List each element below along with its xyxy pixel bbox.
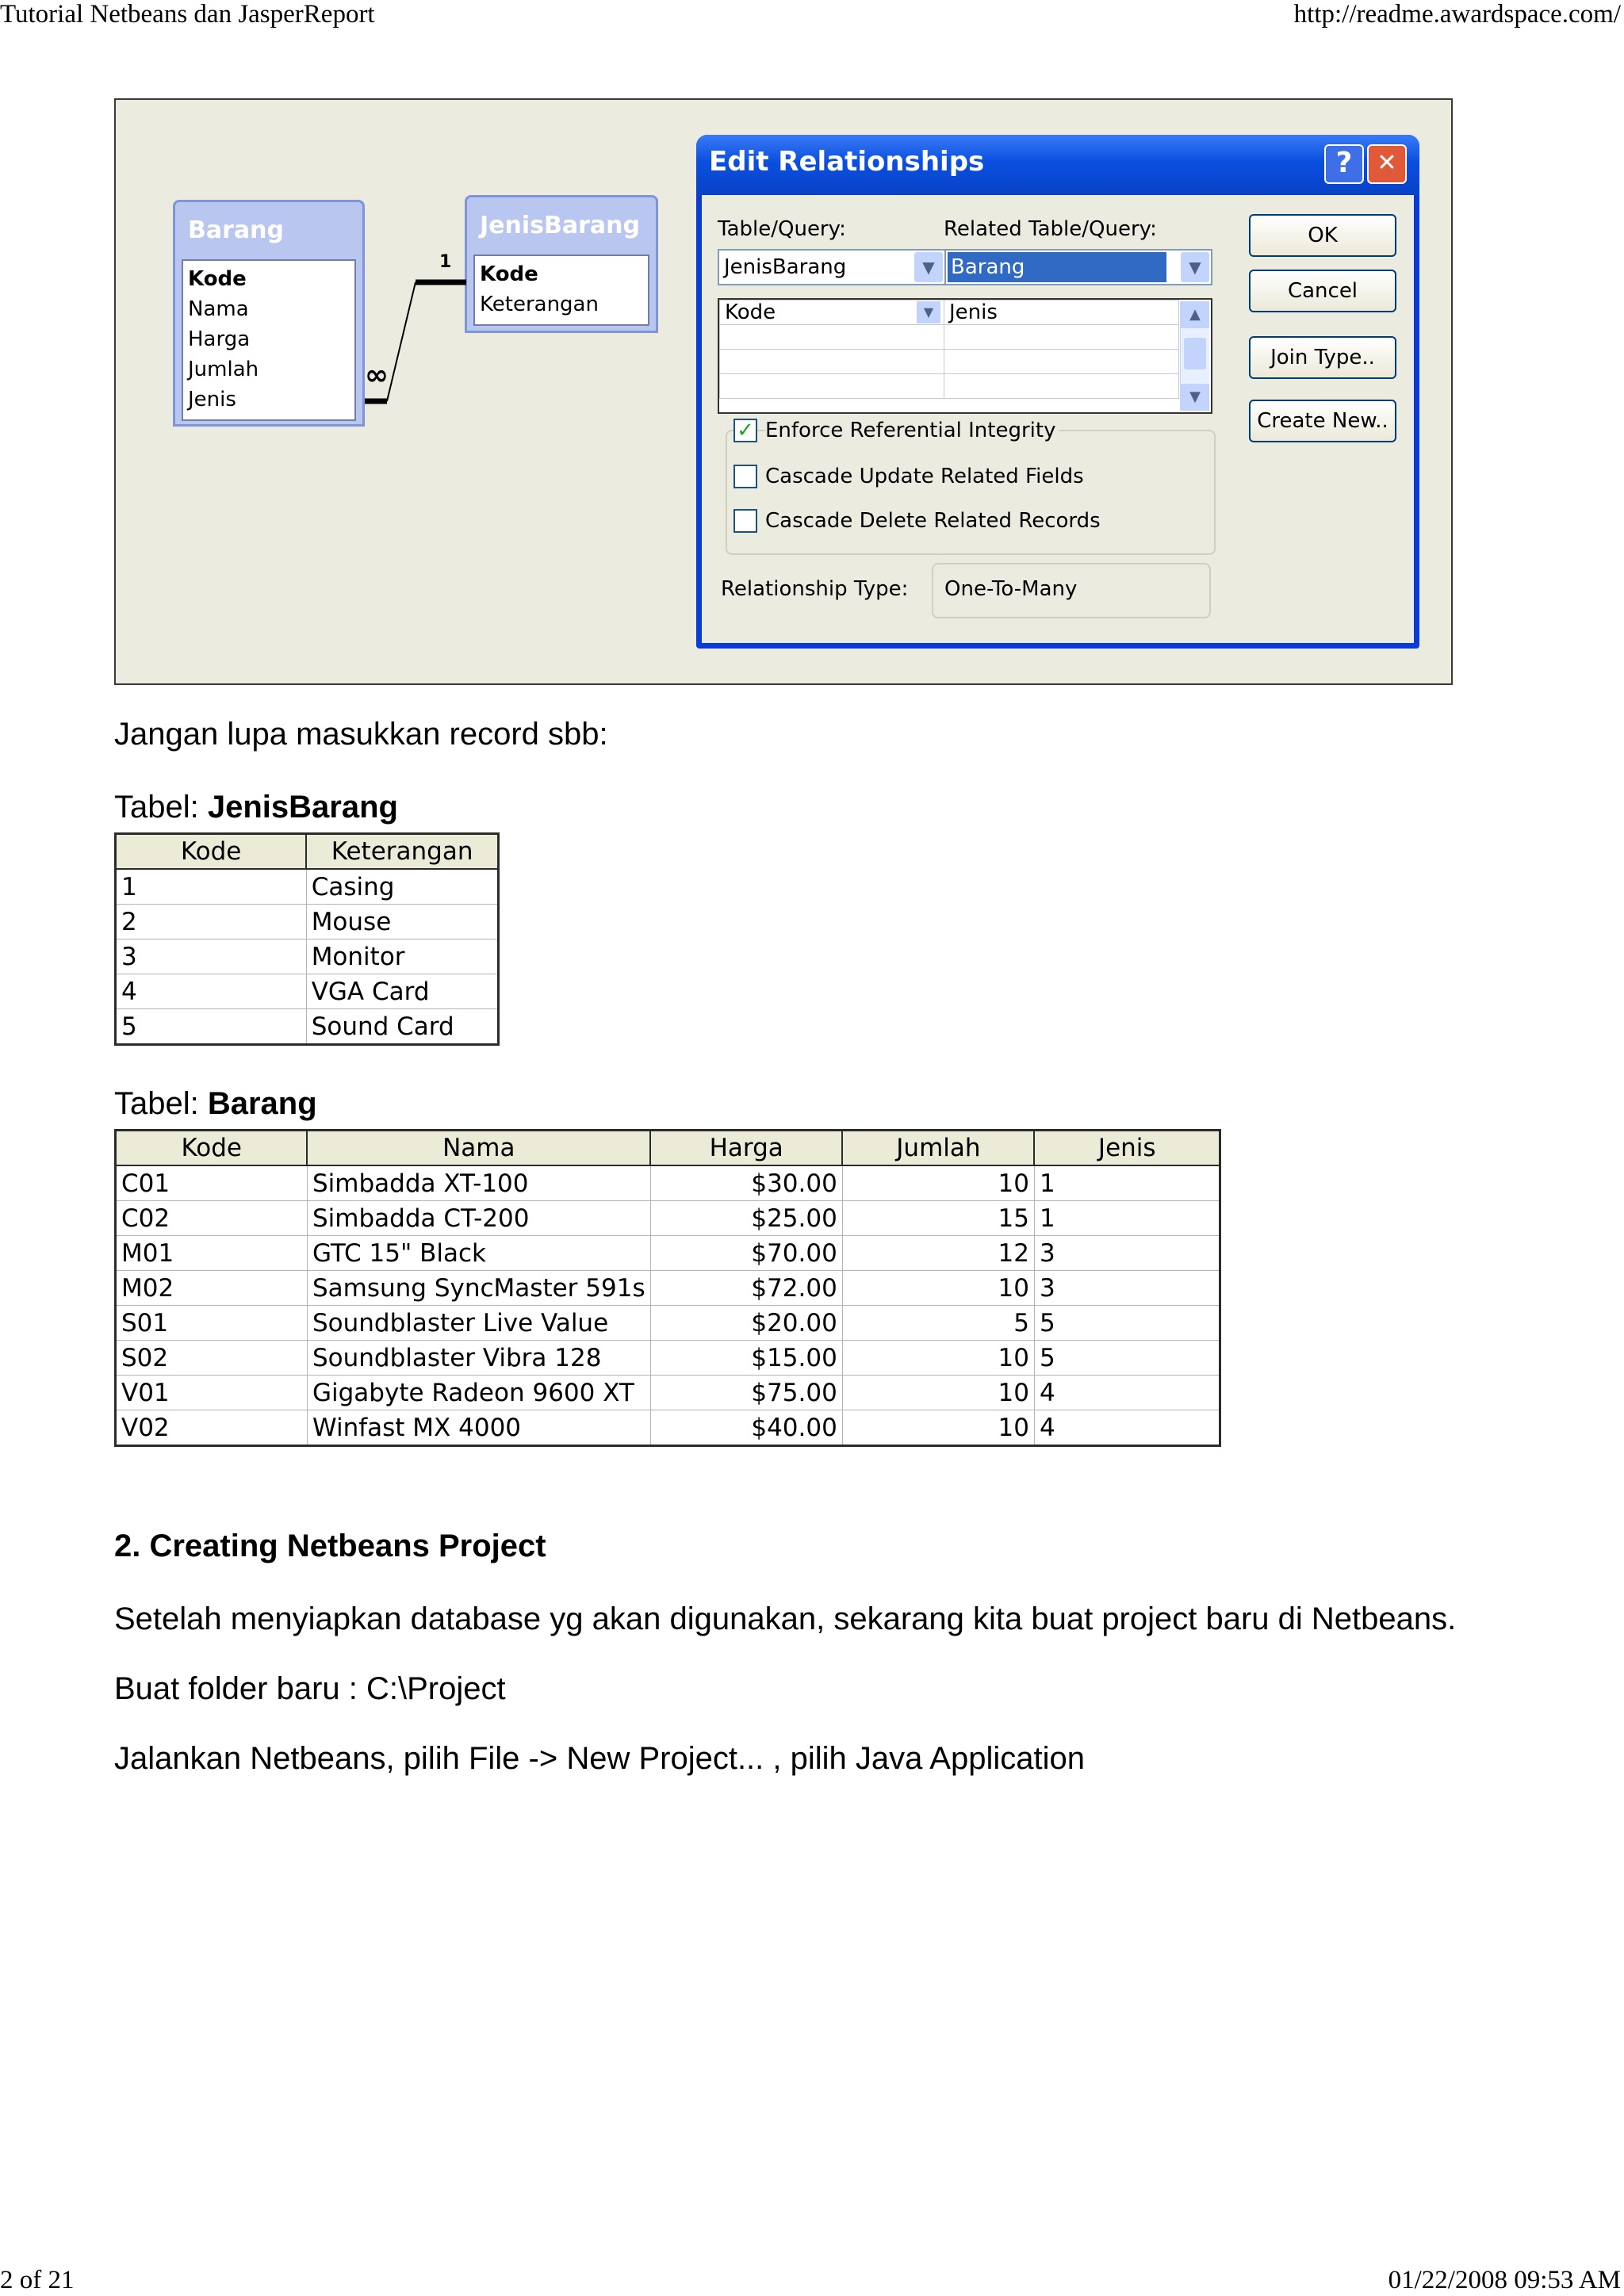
table-cell: 5: [842, 1306, 1034, 1341]
table-cell: 10: [842, 1165, 1034, 1201]
related-table-query-value: Barang: [948, 252, 1166, 282]
related-table-query-label: Related Table/Query:: [944, 217, 1157, 241]
field-item[interactable]: Harga: [188, 327, 251, 351]
table-row: [116, 1201, 1220, 1236]
caption-table-name: JenisBarang: [207, 790, 398, 825]
field-item[interactable]: Kode: [480, 262, 538, 286]
table-row: [116, 1341, 1220, 1376]
table-cell: 1: [116, 869, 307, 905]
page-number: 2 of 21: [0, 2266, 75, 2294]
scrollbar[interactable]: [1180, 301, 1209, 411]
table-row: [116, 939, 499, 974]
table-window-title: Barang: [188, 216, 284, 244]
table-cell: C01: [116, 1165, 308, 1201]
column-header: Keterangan: [306, 834, 498, 870]
cascade-update-checkbox[interactable]: [733, 465, 757, 488]
table-cell: 2: [116, 905, 307, 939]
table-cell: Soundblaster Vibra 128: [307, 1341, 650, 1376]
table-cell: Samsung SyncMaster 591s: [307, 1271, 650, 1306]
table-cell: 10: [842, 1271, 1034, 1306]
table-row: [116, 1236, 1220, 1271]
table-row: [116, 1009, 499, 1045]
table-caption-jenisbarang: [114, 790, 398, 825]
field-list: [182, 259, 356, 421]
table-cell: S01: [116, 1306, 308, 1341]
caption-prefix: Tabel:: [114, 1086, 208, 1121]
table-cell: $70.00: [650, 1236, 842, 1271]
caption-prefix: Tabel:: [114, 790, 208, 825]
table-window-barang[interactable]: [173, 200, 365, 427]
cascade-delete-label: Cascade Delete Related Records: [765, 509, 1101, 533]
table-cell: Soundblaster Live Value: [307, 1306, 650, 1341]
table-cell: $25.00: [650, 1201, 842, 1236]
table-cell: $15.00: [650, 1341, 842, 1376]
integrity-group: [726, 430, 1216, 555]
intro-paragraph: Jangan lupa masukkan record sbb:: [114, 717, 608, 752]
table-cell: Sound Card: [306, 1009, 498, 1045]
table-row: [116, 1271, 1220, 1306]
table-cell: Mouse: [306, 905, 498, 939]
table-cell: V01: [116, 1376, 308, 1410]
table-row: [116, 905, 499, 939]
table-cell: 15: [842, 1201, 1034, 1236]
table-row: [116, 1165, 1220, 1201]
table-cell: Casing: [306, 869, 498, 905]
grid-cell[interactable]: [720, 374, 944, 399]
field-mapping-right[interactable]: Jenis: [944, 300, 1179, 325]
table-cell: C02: [116, 1201, 308, 1236]
barang-table: [114, 1129, 1221, 1447]
column-header: Kode: [116, 1131, 308, 1166]
table-cell: V02: [116, 1410, 308, 1446]
paragraph-3: Jalankan Netbeans, pilih File -> New Project... , pilih Java Application: [114, 1741, 1085, 1776]
table-cell: $20.00: [650, 1306, 842, 1341]
dialog-title: Edit Relationships: [709, 146, 985, 178]
table-cell: S02: [116, 1341, 308, 1376]
page-header-url: http://readme.awardspace.com/: [1293, 0, 1621, 29]
cancel-button[interactable]: Cancel: [1249, 270, 1396, 312]
table-cell: 4: [1034, 1376, 1220, 1410]
relationship-type-label: Relationship Type:: [721, 577, 909, 601]
table-cell: GTC 15" Black: [307, 1236, 650, 1271]
field-item[interactable]: Nama: [188, 297, 249, 321]
table-caption-barang: [114, 1086, 317, 1122]
table-row: [116, 974, 499, 1009]
chevron-down-icon[interactable]: ▼: [917, 301, 940, 323]
table-cell: Winfast MX 4000: [307, 1410, 650, 1446]
table-cell: M01: [116, 1236, 308, 1271]
table-cell: 1: [1034, 1201, 1220, 1236]
table-query-label: Table/Query:: [718, 217, 846, 241]
jenisbarang-table: [114, 832, 500, 1046]
scrollbar-thumb[interactable]: [1184, 338, 1206, 369]
table-cell: 4: [116, 974, 307, 1009]
ok-button[interactable]: OK: [1249, 214, 1396, 257]
table-cell: $75.00: [650, 1376, 842, 1410]
table-cell: 4: [1034, 1410, 1220, 1446]
grid-cell[interactable]: [720, 350, 944, 374]
relationship-type-box: [932, 563, 1211, 618]
dialog-body: [702, 195, 1414, 643]
table-query-value: JenisBarang: [724, 255, 847, 279]
table-window-title: JenisBarang: [480, 212, 640, 239]
paragraph-1: Setelah menyiapkan database yg akan digunakan, sekarang kita buat project baru di Netbeans.: [114, 1601, 1457, 1636]
column-header: Kode: [116, 834, 307, 870]
table-row: [116, 869, 499, 905]
table-cell: 5: [1034, 1341, 1220, 1376]
table-cell: $30.00: [650, 1165, 842, 1201]
table-cell: 12: [842, 1236, 1034, 1271]
relationships-screenshot: [114, 98, 1453, 685]
table-cell: 10: [842, 1376, 1034, 1410]
create-new-button[interactable]: Create New..: [1249, 400, 1396, 442]
chevron-down-icon[interactable]: ▼: [1181, 384, 1209, 411]
field-list: [473, 254, 649, 326]
table-cell: 5: [116, 1009, 307, 1045]
grid-cell[interactable]: [944, 350, 1179, 374]
close-icon[interactable]: ✕: [1367, 144, 1407, 184]
paragraph-2: Buat folder baru : C:\Project: [114, 1671, 506, 1706]
table-cell: 3: [1034, 1236, 1220, 1271]
table-cell: Monitor: [306, 939, 498, 974]
page-header-title: Tutorial Netbeans dan JasperReport: [0, 0, 375, 29]
table-cell: $72.00: [650, 1271, 842, 1306]
field-item[interactable]: Keterangan: [480, 293, 599, 316]
relationship-type-value: One-To-Many: [944, 577, 1078, 601]
edit-relationships-dialog: [696, 135, 1419, 649]
chevron-down-icon[interactable]: ▼: [914, 252, 943, 282]
cascade-update-label: Cascade Update Related Fields: [765, 465, 1084, 488]
table-cell: Gigabyte Radeon 9600 XT: [307, 1376, 650, 1410]
section-title: 2. Creating Netbeans Project: [114, 1529, 546, 1563]
table-row: [116, 1306, 1220, 1341]
table-cell: $40.00: [650, 1410, 842, 1446]
field-mapping-grid[interactable]: [718, 298, 1212, 414]
table-cell: Simbadda CT-200: [307, 1201, 650, 1236]
grid-cell[interactable]: [944, 374, 1179, 399]
related-table-query-select[interactable]: [944, 249, 1212, 285]
chevron-down-icon[interactable]: ▼: [1181, 252, 1209, 282]
table-cell: Simbadda XT-100: [307, 1165, 650, 1201]
field-item[interactable]: Kode: [188, 267, 247, 291]
help-icon[interactable]: ?: [1324, 144, 1364, 184]
table-cell: 3: [1034, 1271, 1220, 1306]
relationship-line[interactable]: [354, 243, 473, 425]
table-cell: 3: [116, 939, 307, 974]
table-cell: 5: [1034, 1306, 1220, 1341]
many-side-label: ∞: [365, 359, 389, 392]
grid-cell[interactable]: [720, 325, 944, 350]
enforce-integrity-checkbox[interactable]: ✓: [733, 419, 757, 442]
table-cell: M02: [116, 1271, 308, 1306]
one-side-label: 1: [439, 252, 452, 272]
table-window-jenisbarang[interactable]: [465, 195, 658, 333]
table-cell: 10: [842, 1341, 1034, 1376]
join-type-button[interactable]: Join Type..: [1249, 336, 1396, 379]
column-header: Nama: [307, 1131, 650, 1166]
table-cell: 10: [842, 1410, 1034, 1446]
caption-table-name: Barang: [207, 1086, 317, 1121]
column-header: Jumlah: [842, 1131, 1034, 1166]
grid-cell[interactable]: [944, 325, 1179, 350]
table-row: [116, 1376, 1220, 1410]
field-item[interactable]: Jumlah: [188, 358, 259, 381]
print-timestamp: 01/22/2008 09:53 AM: [1388, 2266, 1621, 2294]
dialog-titlebar[interactable]: [696, 135, 1419, 195]
field-mapping-left[interactable]: Kode: [725, 300, 776, 324]
enforce-integrity-label: Enforce Referential Integrity: [765, 419, 1059, 442]
cascade-delete-checkbox[interactable]: [733, 509, 757, 533]
table-row: [116, 1410, 1220, 1446]
table-cell: 1: [1034, 1165, 1220, 1201]
chevron-up-icon[interactable]: ▲: [1181, 301, 1209, 328]
column-header: Jenis: [1034, 1131, 1220, 1166]
column-header: Harga: [650, 1131, 842, 1166]
table-cell: VGA Card: [306, 974, 498, 1009]
field-item[interactable]: Jenis: [188, 388, 236, 411]
table-query-select[interactable]: [718, 249, 946, 285]
